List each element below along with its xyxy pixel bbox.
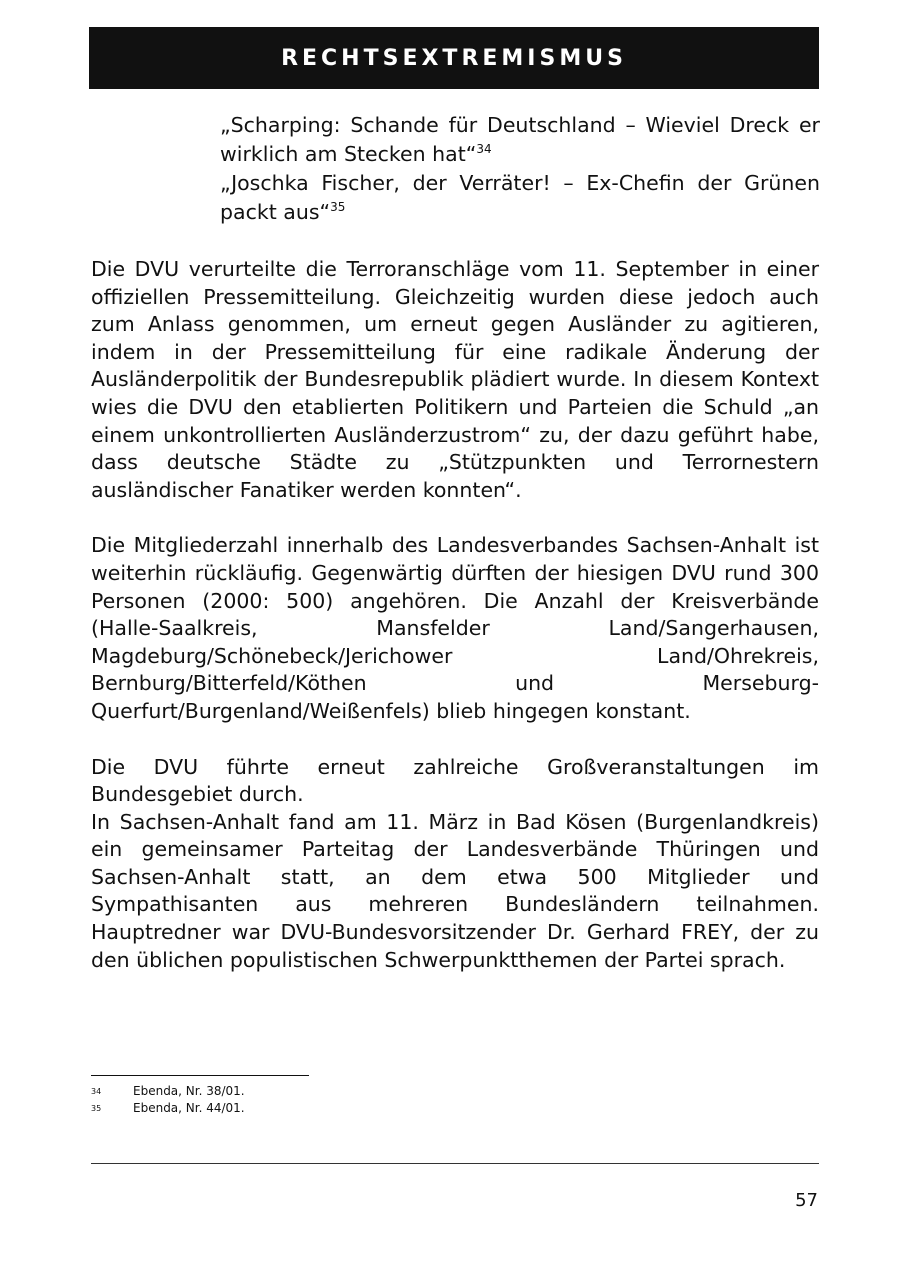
- quote-text: „Joschka Fischer, der Verräter! – Ex-Chefin der Grünen packt aus“: [220, 171, 820, 224]
- footnote-divider: [91, 1075, 309, 1076]
- paragraph: Die DVU führte erneut zahlreiche Großveranstaltungen im Bundesgebiet durch.: [91, 754, 819, 807]
- body-text: [91, 256, 819, 1002]
- paragraph: Die DVU verurteilte die Terroranschläge vom 11. September in einer offiziellen Pressemitteilung. Gleichzeitig wurden diese jedoch auch zum Anlass genommen, um erneut gegen Ausländer zu agitieren, indem in der Pressemitteilung für eine radikale Änderung der Ausländerpolitik der Bundesrepublik plädiert wurde. In diesem Kontext wies die DVU den etablierten Politikern und Parteien die Schuld „an einem unkontrollierten Ausländerzustrom“ zu, der dazu geführt habe, dass deutsche Städte zu „Stützpunkten und Terrornestern ausländischer Fanatiker werden konnten“.: [91, 257, 819, 502]
- footnote-text: Ebenda, Nr. 38/01.: [133, 1084, 245, 1098]
- quote-text: „Scharping: Schande für Deutschland – Wieviel Dreck er wirklich am Stecken hat“: [220, 113, 820, 166]
- footnote-number: 34: [91, 1087, 102, 1096]
- section-title: RECHTSEXTREMISMUS: [281, 45, 627, 71]
- footnotes: [91, 1083, 491, 1117]
- footnote-number: 35: [91, 1104, 102, 1113]
- footnote: [91, 1100, 491, 1117]
- section-header: [89, 27, 819, 89]
- paragraph: Die Mitgliederzahl innerhalb des Landesverbandes Sachsen-Anhalt ist weiterhin rückläufig. Gegenwärtig dürften der hiesigen DVU rund 300 Personen (2000: 500) angehören. Die Anzahl der Kreisverbände (Halle-Saalkreis, Mansfelder Land/Sangerhausen, Magdeburg/Schönebeck/Jerichower Land/Ohrekreis, Bernburg/Bitterfeld/Köthen und Merseburg-Querfurt/Burgenland/Weißenfels) blieb hingegen konstant.: [91, 533, 819, 723]
- headline-quotes: [220, 111, 820, 227]
- footnote-ref: 34: [476, 142, 492, 157]
- page-number: 57: [795, 1190, 818, 1211]
- quote-item: [220, 169, 820, 227]
- paragraph: In Sachsen-Anhalt fand am 11. März in Bad Kösen (Burgenlandkreis) ein gemeinsamer Parteitag der Landesverbände Thüringen und Sachsen-Anhalt statt, an dem etwa 500 Mitglieder und Sympathisanten aus mehreren Bundesländern teilnahmen. Hauptredner war DVU-Bundesvorsitzender Dr. Gerhard FREY, der zu den üblichen populistischen Schwerpunktthemen der Partei sprach.: [91, 809, 819, 972]
- quote-item: [220, 111, 820, 169]
- page-footer-divider: [91, 1163, 819, 1164]
- footnote-text: Ebenda, Nr. 44/01.: [133, 1101, 245, 1115]
- footnote: [91, 1083, 491, 1100]
- footnote-ref: 35: [330, 200, 346, 215]
